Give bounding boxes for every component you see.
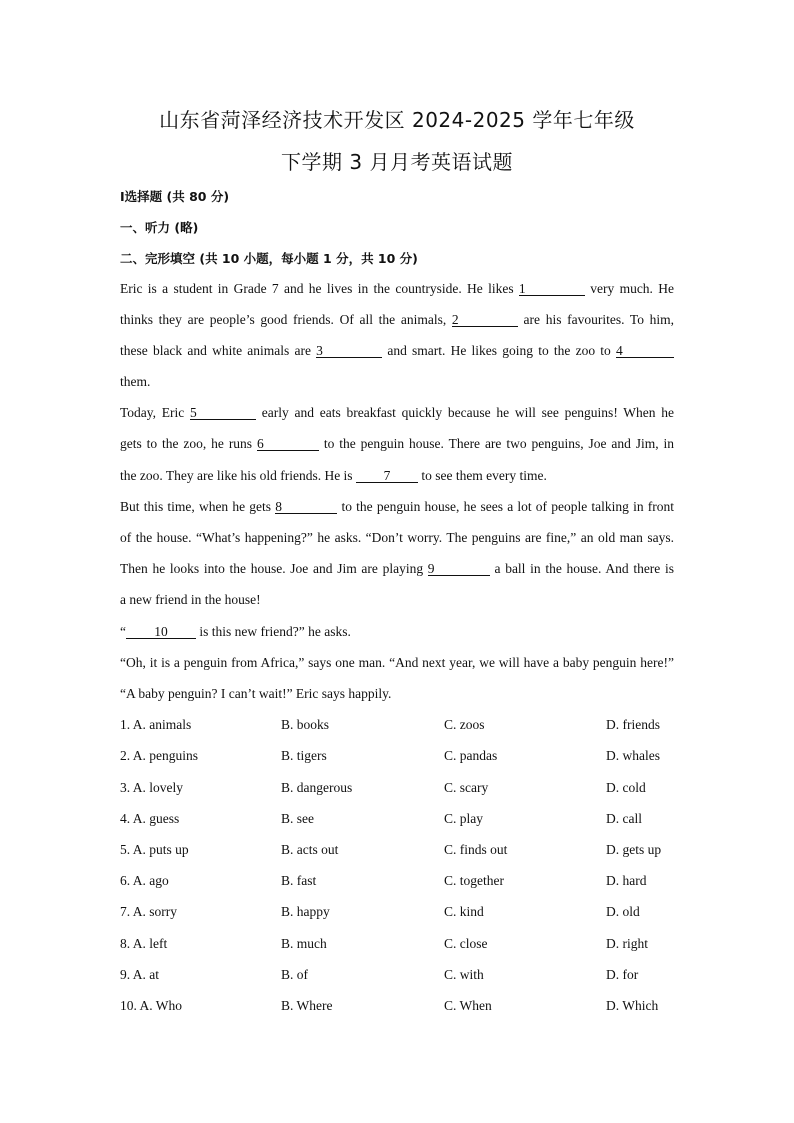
option-b: B. of <box>281 967 308 982</box>
passage-text: Eric is a student in Grade 7 and he lives in the countryside. He likes <box>120 281 514 296</box>
option-b: B. much <box>281 936 327 951</box>
passage-line <box>120 499 674 515</box>
passage-line <box>120 343 674 359</box>
option-a: 3. A. lovely <box>120 780 183 795</box>
passage-line <box>120 436 674 452</box>
passage-text: thinks they are people’s good friends. Of all the animals, <box>120 312 447 327</box>
option-a: 4. A. guess <box>120 811 180 826</box>
passage-line <box>120 624 674 640</box>
exam-title-line1: 山东省菏泽经济技术开发区 2024-2025 学年七年级 <box>159 108 635 132</box>
option-c: C. scary <box>444 780 489 795</box>
passage-line: them. <box>120 374 151 389</box>
blank-9: 9 <box>428 562 490 576</box>
passage-line: “Oh, it is a penguin from Africa,” says one man. “And next year, we will have a baby penguin here!” <box>120 655 674 670</box>
option-a: 7. A. sorry <box>120 904 177 919</box>
option-c: C. together <box>444 873 504 888</box>
option-c: C. kind <box>444 904 484 919</box>
option-c: C. with <box>444 967 484 982</box>
option-b: B. happy <box>281 904 330 919</box>
passage-text: to the penguin house. There are two penguins, Joe and Jim, in <box>323 436 675 451</box>
passage-text: to see them every time. <box>421 468 547 483</box>
option-d: D. call <box>606 811 642 826</box>
option-a: 5. A. puts up <box>120 842 189 857</box>
option-d: D. old <box>606 904 640 919</box>
passage-text: Then he looks into the house. Joe and Jim are playing <box>120 561 424 576</box>
passage-text: are his favourites. To him, <box>523 312 674 327</box>
passage-text: gets to the zoo, he runs <box>120 436 253 451</box>
option-a: 6. A. ago <box>120 873 169 888</box>
option-b: B. Where <box>281 998 333 1013</box>
passage-text: the zoo. They are like his old friends. He is <box>120 468 353 483</box>
passage-line <box>120 281 674 297</box>
option-a: 8. A. left <box>120 936 168 951</box>
blank-4: 4 <box>616 344 674 358</box>
option-b: B. acts out <box>281 842 339 857</box>
blank-2: 2 <box>452 313 518 327</box>
option-d: D. for <box>606 967 639 982</box>
section-heading-listening: 一、听力 (略) <box>120 220 199 235</box>
passage-text: to the penguin house, he sees a lot of people talking in front <box>341 499 675 514</box>
passage-text: is this new friend?” he asks. <box>199 624 351 639</box>
passage-text: But this time, when he gets <box>120 499 272 514</box>
passage-text: these black and white animals are <box>120 343 311 358</box>
option-c: C. close <box>444 936 488 951</box>
blank-8: 8 <box>275 500 337 514</box>
option-d: D. friends <box>606 717 660 732</box>
passage-line <box>120 405 674 421</box>
option-a: 1. A. animals <box>120 717 192 732</box>
option-c: C. play <box>444 811 483 826</box>
option-d: D. gets up <box>606 842 662 857</box>
blank-3: 3 <box>316 344 382 358</box>
option-d: D. cold <box>606 780 646 795</box>
passage-line <box>120 468 674 484</box>
option-b: B. see <box>281 811 314 826</box>
blank-5: 5 <box>190 406 256 420</box>
passage-text: Today, Eric <box>120 405 185 420</box>
option-b: B. tigers <box>281 748 327 763</box>
passage-text: “ <box>120 624 126 639</box>
option-a: 10. A. Who <box>120 998 183 1013</box>
passage-line: a new friend in the house! <box>120 592 261 607</box>
option-c: C. pandas <box>444 748 498 763</box>
option-a: 2. A. penguins <box>120 748 199 763</box>
passage-line: “A baby penguin? I can’t wait!” Eric says happily. <box>120 686 392 701</box>
option-b: B. books <box>281 717 330 732</box>
section-heading-part1: Ⅰ选择题 (共 80 分) <box>120 189 230 204</box>
blank-10: 10 <box>126 625 196 639</box>
passage-line <box>120 561 674 577</box>
option-c: C. finds out <box>444 842 508 857</box>
blank-1: 1 <box>519 282 585 296</box>
section-heading-cloze: 二、完形填空 (共 10 小题，每小题 1 分，共 10 分) <box>120 251 418 266</box>
option-d: D. right <box>606 936 648 951</box>
option-d: D. Which <box>606 998 659 1013</box>
blank-7: 7 <box>356 469 418 483</box>
blank-6: 6 <box>257 437 319 451</box>
option-c: C. When <box>444 998 492 1013</box>
option-a: 9. A. at <box>120 967 159 982</box>
passage-line <box>120 312 674 328</box>
option-b: B. dangerous <box>281 780 353 795</box>
option-c: C. zoos <box>444 717 485 732</box>
passage-text: a ball in the house. And there is <box>494 561 674 576</box>
option-d: D. whales <box>606 748 660 763</box>
passage-text: very much. He <box>590 281 674 296</box>
exam-title-line2: 下学期 3 月月考英语试题 <box>281 150 513 174</box>
option-b: B. fast <box>281 873 317 888</box>
passage-text: early and eats breakfast quickly because he will see penguins! When he <box>261 405 675 420</box>
passage-line: of the house. “What’s happening?” he asks. “Don’t worry. The penguins are fine,” an old man says. <box>120 530 674 545</box>
passage-text: and smart. He likes going to the zoo to <box>387 343 611 358</box>
option-d: D. hard <box>606 873 647 888</box>
